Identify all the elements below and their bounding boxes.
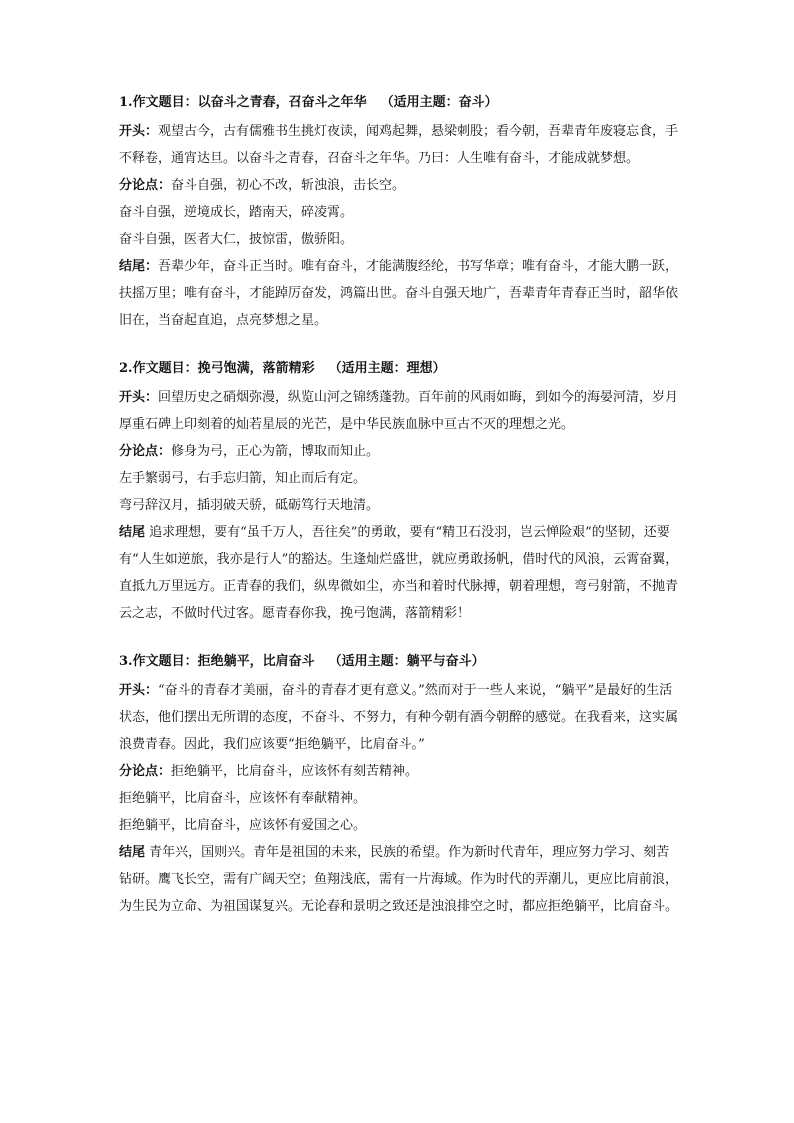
ending-text: 青年兴，国则兴。青年是祖国的未来，民族的希望。作为新时代青年，理应努力学习、刻苦钻研。鹰飞长空，需有广阔天空；鱼翔浅底，需有一片海域。作为时代的弄潮儿，更应比肩前浪，为生民为立命、为祖国谋复兴。无论春和景明之致还是浊浪排空之时，都应拒绝躺平，比肩奋斗。 [119, 845, 679, 914]
ending-paragraph [119, 253, 679, 334]
section-title: 1.作文题目：以奋斗之青春，召奋斗之年华 （适用主题：奋斗） [119, 95, 498, 110]
sub-point-text: 修身为弓，正心为箭，博取而知止。 [171, 444, 380, 459]
sub-point: 奋斗自强，医者大仁，披惊雷，傲骄阳。 [119, 232, 354, 247]
opening-paragraph [119, 118, 679, 172]
ending-label: 结尾 [119, 525, 146, 540]
topic-note: （适用主题：躺平与奋斗） [328, 654, 485, 669]
document-page [119, 92, 679, 944]
sub-point-text: 拒绝躺平，比肩奋斗，应该怀有刻苦精神。 [171, 764, 419, 779]
opening-text: “奋斗的青春才美丽，奋斗的青春才更有意义。”然而对于一些人来说，“躺平”是最好的生活状态，他们摆出无所谓的态度，不奋斗、不努力，有种今朝有酒今朝醉的感觉。在我看来，这实属浪费青春。因此，我们应该要“拒绝躺平，比肩奋斗。” [119, 683, 679, 752]
ending-text: 吾辈少年，奋斗正当时。唯有奋斗，才能满腹经纶，书写华章；唯有奋斗，才能大鹏一跃，扶摇万里；唯有奋斗，才能踔厉奋发，鸿篇出世。奋斗自强天地广，吾辈青年青春正当时，韶华依旧在，当奋起直追，点亮梦想之星。 [119, 259, 679, 328]
points-label: 分论点： [119, 764, 172, 779]
opening-paragraph [119, 384, 679, 438]
essay-section-2 [119, 358, 679, 627]
opening-label: 开头： [119, 683, 159, 698]
sub-point: 拒绝躺平，比肩奋斗，应该怀有爱国之心。 [119, 818, 367, 833]
ending-paragraph [119, 519, 679, 627]
section-title: 2.作文题目：挽弓饱满，落箭精彩 （适用主题：理想） [119, 361, 446, 376]
opening-paragraph [119, 677, 679, 758]
sub-point [119, 172, 679, 199]
essay-section-1 [119, 92, 679, 334]
sub-point-text: 奋斗自强，初心不改，斩浊浪，击长空。 [171, 178, 406, 193]
ending-text: 追求理想，要有“虽千万人，吾往矣”的勇敢，要有“精卫石没羽，岂云惮险艰”的坚韧，还要有“人生如逆旅，我亦是行人”的豁达。生逢灿烂盛世，就应勇敢扬帆，借时代的风浪，云霄奋翼，直抵九万里远方。正青春的我们，纵卑微如尘，亦当和着时代脉搏，朝着理想，弯弓射箭，不抛青云之志，不做时代过客。愿青春你我，挽弓饱满，落箭精彩！ [119, 525, 679, 621]
section-title: 3.作文题目：拒绝躺平，比肩奋斗 （适用主题：躺平与奋斗） [119, 654, 485, 669]
ending-label: 结尾 [119, 845, 146, 860]
sub-point: 拒绝躺平，比肩奋斗，应该怀有奉献精神。 [119, 791, 367, 806]
sub-point: 奋斗自强，逆境成长，踏南天，碎凌霄。 [119, 205, 354, 220]
topic-note: （适用主题：奋斗） [380, 95, 498, 110]
sub-point [119, 438, 679, 465]
ending-paragraph [119, 839, 679, 920]
opening-label: 开头： [119, 390, 159, 405]
points-label: 分论点： [119, 444, 172, 459]
sub-point: 左手繁弱弓，右手忘归箭，知止而后有定。 [119, 471, 367, 486]
opening-label: 开头： [119, 124, 159, 139]
opening-text: 回望历史之硝烟弥漫，纵览山河之锦绣蓬勃。百年前的风雨如晦，到如今的海晏河清，岁月厚重石碑上印刻着的灿若星辰的光芒，是中华民族血脉中亘古不灭的理想之光。 [119, 390, 679, 432]
opening-text: 观望古今，古有儒雅书生挑灯夜读，闻鸡起舞，悬梁刺股；看今朝，吾辈青年废寝忘食，手不释卷，通宵达旦。以奋斗之青春，召奋斗之年华。乃曰：人生唯有奋斗，才能成就梦想。 [119, 124, 679, 166]
sub-point [119, 758, 679, 785]
topic-note: （适用主题：理想） [328, 361, 446, 376]
points-label: 分论点： [119, 178, 172, 193]
sub-point: 弯弓辞汉月，插羽破天骄，砥砺笃行天地清。 [119, 498, 380, 513]
ending-label: 结尾： [119, 259, 159, 274]
essay-section-3 [119, 651, 679, 920]
